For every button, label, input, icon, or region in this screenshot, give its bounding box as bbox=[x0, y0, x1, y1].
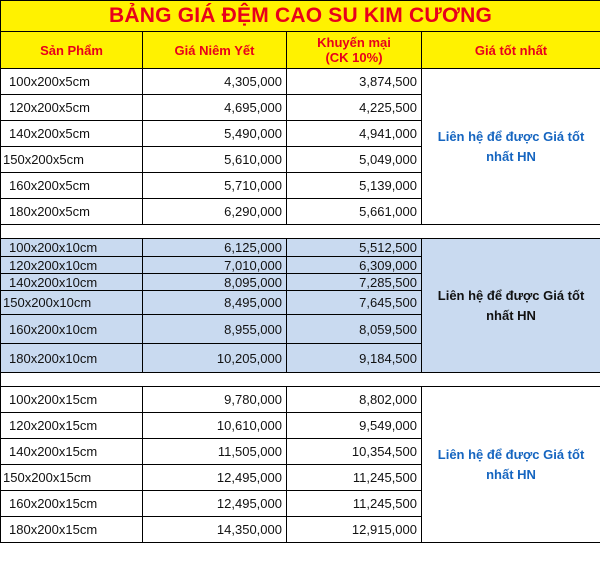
list-price-cell: 4,305,000 bbox=[143, 69, 287, 95]
list-price-cell: 6,125,000 bbox=[143, 239, 287, 257]
product-cell: 140x200x5cm bbox=[1, 121, 143, 147]
promo-price-cell: 3,874,500 bbox=[287, 69, 422, 95]
title-row bbox=[1, 1, 600, 32]
list-price-cell: 9,780,000 bbox=[143, 387, 287, 413]
group-separator bbox=[1, 373, 600, 387]
product-cell: 120x200x10cm bbox=[1, 257, 143, 274]
product-cell: 150x200x15cm bbox=[1, 465, 143, 491]
product-cell: 140x200x15cm bbox=[1, 439, 143, 465]
promo-price-cell: 11,245,500 bbox=[287, 465, 422, 491]
header-promo bbox=[287, 32, 422, 69]
product-cell: 120x200x5cm bbox=[1, 95, 143, 121]
list-price-cell: 5,490,000 bbox=[143, 121, 287, 147]
promo-price-cell: 12,915,000 bbox=[287, 517, 422, 543]
promo-price-cell: 5,049,000 bbox=[287, 147, 422, 173]
header-best-price: Giá tốt nhất bbox=[422, 32, 600, 69]
list-price-cell: 8,495,000 bbox=[143, 291, 287, 315]
table-row bbox=[1, 387, 600, 413]
list-price-cell: 5,610,000 bbox=[143, 147, 287, 173]
list-price-cell: 7,010,000 bbox=[143, 257, 287, 274]
list-price-cell: 8,095,000 bbox=[143, 274, 287, 291]
product-cell: 150x200x10cm bbox=[1, 291, 143, 315]
list-price-cell: 5,710,000 bbox=[143, 173, 287, 199]
list-price-cell: 12,495,000 bbox=[143, 491, 287, 517]
product-cell: 100x200x5cm bbox=[1, 69, 143, 95]
promo-price-cell: 5,139,000 bbox=[287, 173, 422, 199]
separator-cell bbox=[1, 373, 600, 387]
separator-cell bbox=[1, 225, 600, 239]
header-row bbox=[1, 32, 600, 69]
list-price-cell: 10,610,000 bbox=[143, 413, 287, 439]
promo-price-cell: 8,802,000 bbox=[287, 387, 422, 413]
product-cell: 180x200x10cm bbox=[1, 344, 143, 373]
table-title: BẢNG GIÁ ĐỆM CAO SU KIM CƯƠNG bbox=[1, 1, 600, 32]
promo-price-cell: 11,245,500 bbox=[287, 491, 422, 517]
promo-price-cell: 7,645,500 bbox=[287, 291, 422, 315]
promo-price-cell: 6,309,000 bbox=[287, 257, 422, 274]
product-cell: 160x200x5cm bbox=[1, 173, 143, 199]
contact-cell: Liên hệ để được Giá tốt nhất HN bbox=[422, 387, 600, 543]
product-cell: 160x200x10cm bbox=[1, 315, 143, 344]
list-price-cell: 10,205,000 bbox=[143, 344, 287, 373]
promo-price-cell: 9,184,500 bbox=[287, 344, 422, 373]
promo-price-cell: 8,059,500 bbox=[287, 315, 422, 344]
contact-cell: Liên hệ để được Giá tốt nhất HN bbox=[422, 69, 600, 225]
promo-price-cell: 9,549,000 bbox=[287, 413, 422, 439]
header-promo-line2: (CK 10%) bbox=[325, 50, 383, 65]
product-cell: 140x200x10cm bbox=[1, 274, 143, 291]
list-price-cell: 6,290,000 bbox=[143, 199, 287, 225]
product-cell: 150x200x5cm bbox=[1, 147, 143, 173]
list-price-cell: 11,505,000 bbox=[143, 439, 287, 465]
group-separator bbox=[1, 225, 600, 239]
promo-price-cell: 4,225,500 bbox=[287, 95, 422, 121]
promo-price-cell: 10,354,500 bbox=[287, 439, 422, 465]
promo-price-cell: 4,941,000 bbox=[287, 121, 422, 147]
product-cell: 160x200x15cm bbox=[1, 491, 143, 517]
promo-price-cell: 5,512,500 bbox=[287, 239, 422, 257]
product-cell: 120x200x15cm bbox=[1, 413, 143, 439]
product-cell: 180x200x5cm bbox=[1, 199, 143, 225]
list-price-cell: 12,495,000 bbox=[143, 465, 287, 491]
list-price-cell: 4,695,000 bbox=[143, 95, 287, 121]
contact-cell: Liên hệ để được Giá tốt nhất HN bbox=[422, 239, 600, 373]
product-cell: 100x200x10cm bbox=[1, 239, 143, 257]
product-cell: 100x200x15cm bbox=[1, 387, 143, 413]
table-row bbox=[1, 69, 600, 95]
header-list-price: Giá Niêm Yết bbox=[143, 32, 287, 69]
table-row bbox=[1, 239, 600, 257]
list-price-cell: 8,955,000 bbox=[143, 315, 287, 344]
header-promo-line1: Khuyến mại bbox=[317, 35, 391, 50]
promo-price-cell: 7,285,500 bbox=[287, 274, 422, 291]
product-cell: 180x200x15cm bbox=[1, 517, 143, 543]
promo-price-cell: 5,661,000 bbox=[287, 199, 422, 225]
list-price-cell: 14,350,000 bbox=[143, 517, 287, 543]
header-product: Sản Phẩm bbox=[1, 32, 143, 69]
